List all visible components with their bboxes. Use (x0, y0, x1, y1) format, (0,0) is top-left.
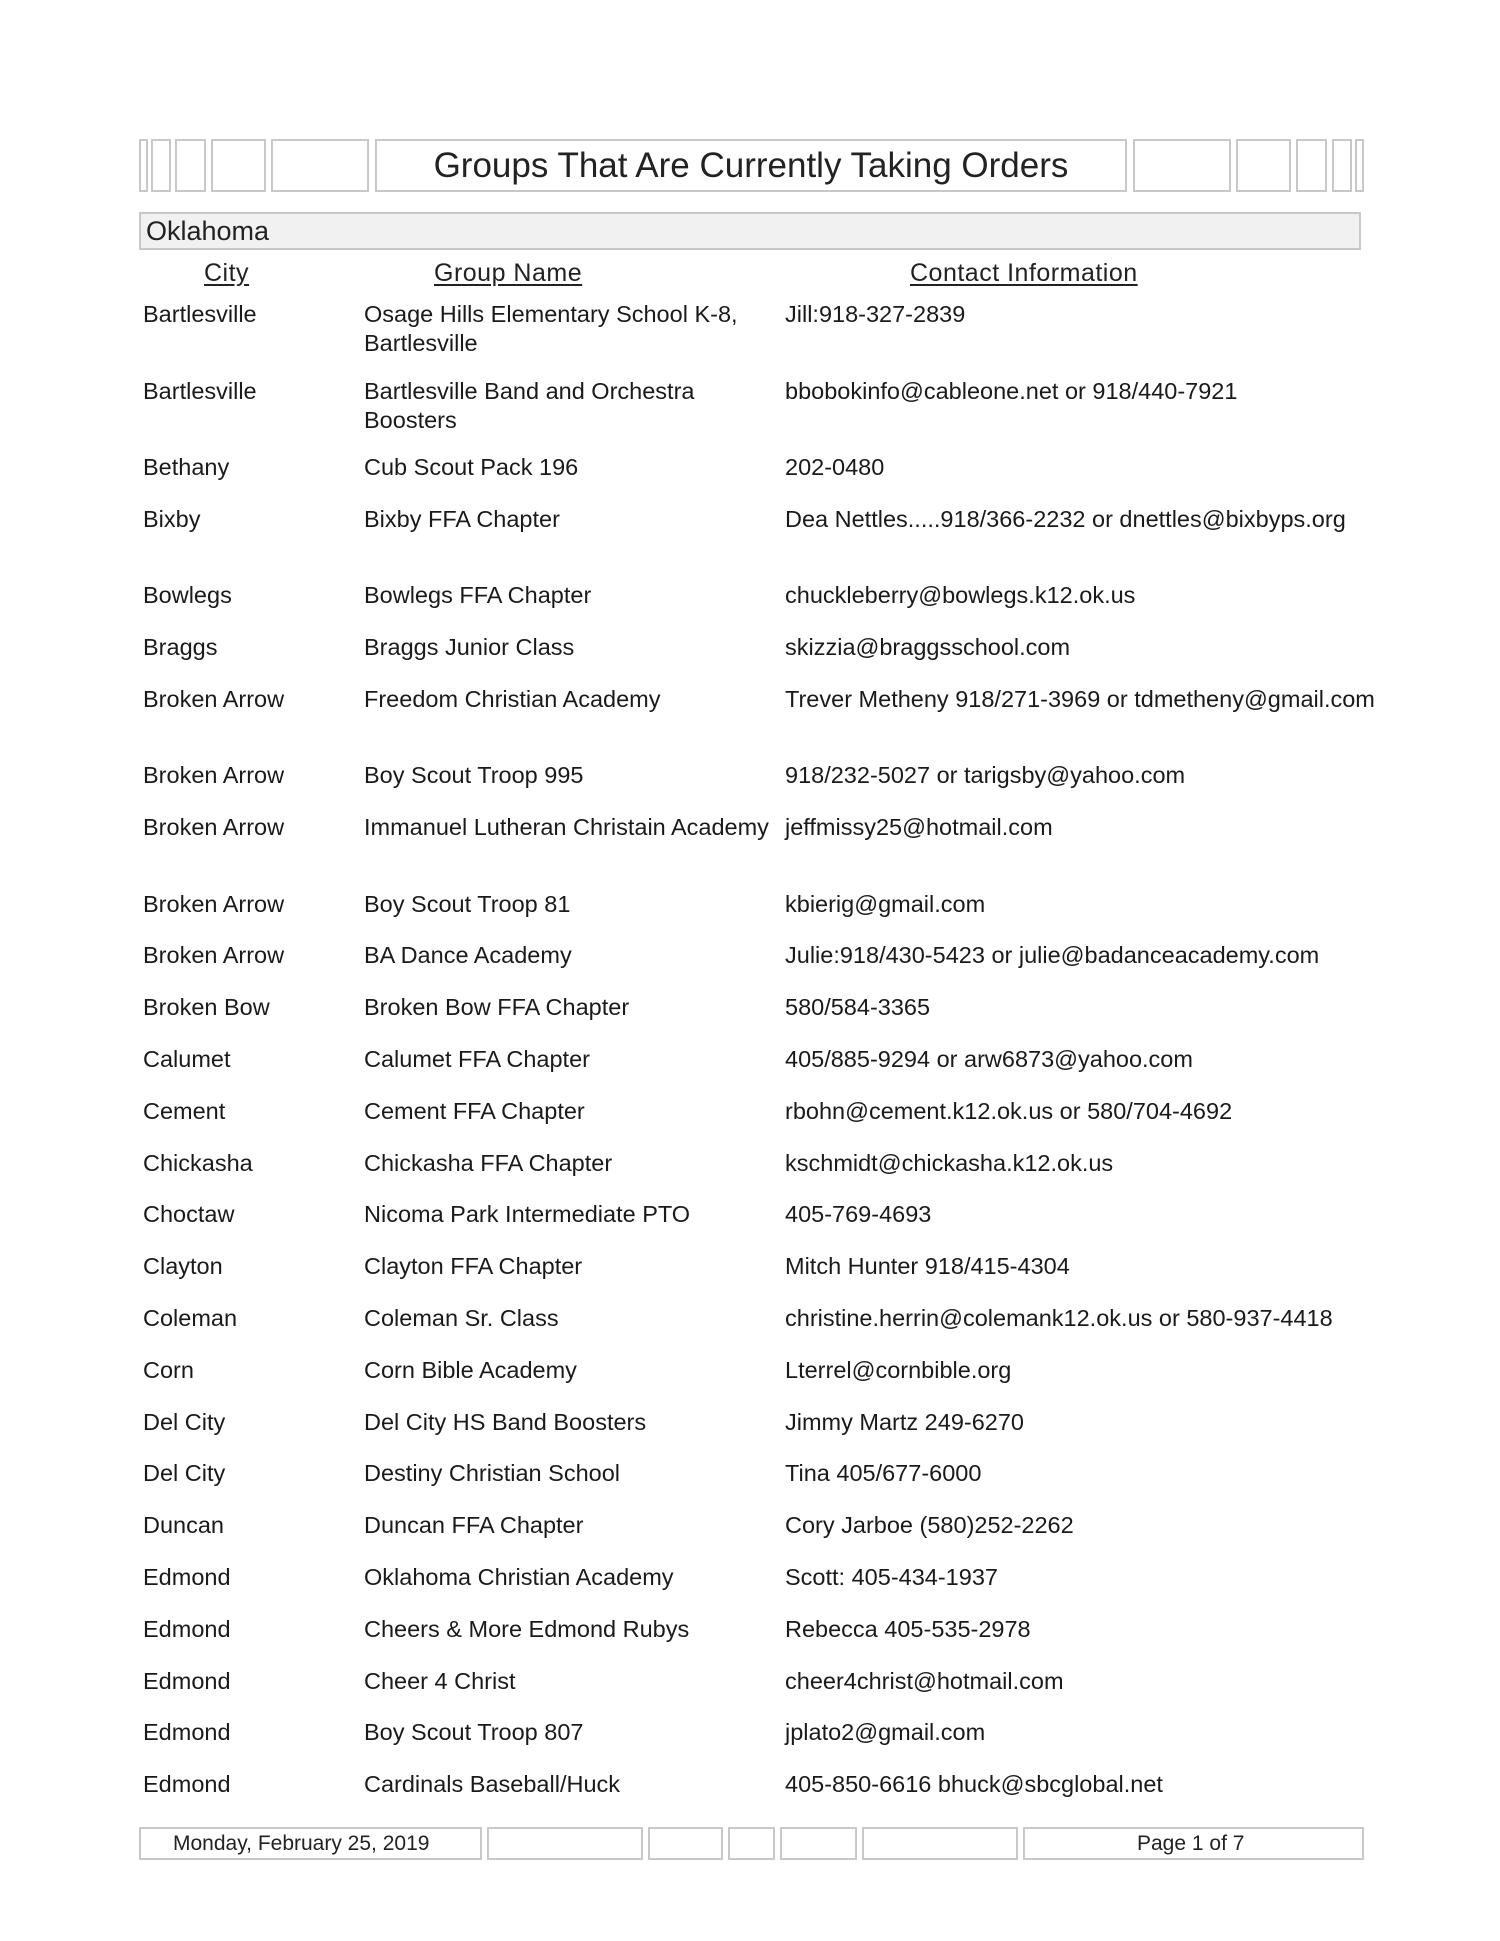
table-row (0, 377, 1500, 454)
row-city: Broken Arrow (143, 890, 285, 917)
row-contact: 405-769-4693 (785, 1201, 932, 1228)
table-row (0, 633, 1500, 685)
row-contact: rbohn@cement.k12.ok.us or 580/704-4692 (785, 1097, 1233, 1124)
page-title: Groups That Are Currently Taking Orders (375, 139, 1127, 192)
footer-date: Monday, February 25, 2019 (173, 1832, 430, 1855)
table-row (0, 1408, 1500, 1460)
table-row (0, 1252, 1500, 1304)
row-city: Broken Arrow (143, 762, 285, 789)
row-group-name: Chickasha FFA Chapter (364, 1149, 613, 1176)
row-city: Calumet (143, 1046, 231, 1073)
row-city: Edmond (143, 1719, 231, 1746)
header-deco-box (151, 139, 171, 192)
row-city: Broken Arrow (143, 942, 285, 969)
row-city: Edmond (143, 1615, 231, 1642)
table-row (0, 890, 1500, 942)
row-group-name: Cub Scout Pack 196 (364, 454, 579, 480)
row-group-name: Bixby FFA Chapter (364, 505, 560, 532)
row-group-name: Immanuel Lutheran Christain Academy (364, 814, 769, 841)
row-contact: kschmidt@chickasha.k12.ok.us (785, 1149, 1114, 1176)
footer-page-number: Page 1 of 7 (1137, 1832, 1245, 1855)
row-contact: skizzia@braggsschool.com (785, 634, 1071, 661)
table-row (0, 1200, 1500, 1252)
row-group-name: Corn Bible Academy (364, 1356, 577, 1383)
row-contact: jeffmissy25@hotmail.com (785, 814, 1053, 841)
row-group-name: Oklahoma Christian Academy (364, 1564, 674, 1591)
row-contact: Dea Nettles.....918/366-2232 or dnettles@bixbyps.org (785, 505, 1346, 532)
table-row (0, 1045, 1500, 1097)
row-city: Chickasha (143, 1149, 253, 1176)
row-city: Bartlesville (143, 301, 257, 327)
table-row (0, 1667, 1500, 1719)
row-city: Broken Bow (143, 994, 270, 1021)
header-deco-box (139, 139, 148, 192)
row-group-name: Cheer 4 Christ (364, 1667, 516, 1694)
table-row (0, 941, 1500, 993)
row-group-name: Boy Scout Troop 81 (364, 890, 571, 917)
row-city: Coleman (143, 1305, 238, 1332)
header-deco-box (211, 139, 266, 192)
table-row (0, 1615, 1500, 1667)
table-row (0, 1770, 1500, 1822)
row-contact: Julie:918/430-5423 or julie@badanceacademy.com (785, 942, 1320, 969)
header-deco-box (1332, 139, 1352, 192)
table-row (0, 300, 1500, 377)
row-contact: Lterrel@cornbible.org (785, 1356, 1012, 1383)
table-row (0, 1149, 1500, 1201)
row-group-name: Duncan FFA Chapter (364, 1512, 584, 1539)
row-contact: Cory Jarboe (580)252-2262 (785, 1512, 1074, 1539)
table-row (0, 581, 1500, 633)
row-group-name: Bartlesville Band and Orchestra Boosters (364, 377, 695, 433)
table-row (0, 1459, 1500, 1511)
row-city: Del City (143, 1408, 226, 1435)
row-group-name: Clayton FFA Chapter (364, 1253, 583, 1280)
table-row (0, 761, 1500, 813)
row-contact: kbierig@gmail.com (785, 890, 986, 917)
column-header-city: City (204, 259, 250, 287)
row-contact: Tina 405/677-6000 (785, 1460, 982, 1487)
row-group-name: Cardinals Baseball/Huck (364, 1771, 621, 1798)
row-group-name: Nicoma Park Intermediate PTO (364, 1201, 691, 1228)
table-row (0, 1718, 1500, 1770)
header-deco-box (175, 139, 206, 192)
row-contact: Jill:918-327-2839 (785, 301, 966, 327)
table-row (0, 1511, 1500, 1563)
row-city: Bowlegs (143, 582, 232, 609)
row-group-name: Destiny Christian School (364, 1460, 620, 1487)
group-list (0, 300, 1500, 1822)
row-group-name: Braggs Junior Class (364, 634, 575, 661)
row-group-name: Osage Hills Elementary School K-8, Bartlesville (364, 301, 738, 356)
row-city: Broken Arrow (143, 814, 285, 841)
header-deco-box (1296, 139, 1327, 192)
row-city: Broken Arrow (143, 685, 285, 712)
table-row (0, 1097, 1500, 1149)
header-deco-box (1133, 139, 1231, 192)
row-contact: Rebecca 405-535-2978 (785, 1615, 1031, 1642)
column-header-contact: Contact Information (910, 259, 1138, 287)
row-city: Edmond (143, 1564, 231, 1591)
row-city: Cement (143, 1097, 226, 1124)
row-city: Braggs (143, 634, 218, 661)
row-contact: 405/885-9294 or arw6873@yahoo.com (785, 1046, 1193, 1073)
row-group-name: Coleman Sr. Class (364, 1305, 559, 1332)
header-deco-box (1236, 139, 1291, 192)
state-heading: Oklahoma (139, 212, 1361, 250)
row-city: Edmond (143, 1771, 231, 1798)
row-group-name: BA Dance Academy (364, 942, 572, 969)
row-group-name: Broken Bow FFA Chapter (364, 994, 630, 1021)
row-city: Bethany (143, 454, 230, 480)
row-city: Duncan (143, 1512, 224, 1539)
table-row (0, 1304, 1500, 1356)
row-group-name: Boy Scout Troop 995 (364, 762, 584, 789)
row-city: Edmond (143, 1667, 231, 1694)
row-city: Bixby (143, 505, 201, 532)
row-contact: christine.herrin@colemank12.ok.us or 580-937-4418 (785, 1305, 1333, 1332)
row-group-name: Boy Scout Troop 807 (364, 1719, 584, 1746)
table-row (0, 685, 1500, 762)
row-contact: Mitch Hunter 918/415-4304 (785, 1253, 1070, 1280)
row-group-name: Del City HS Band Boosters (364, 1408, 647, 1435)
footer-deco-box (862, 1827, 1018, 1860)
row-contact: chuckleberry@bowlegs.k12.ok.us (785, 582, 1136, 609)
footer-deco-box (780, 1827, 857, 1860)
table-row (0, 453, 1500, 505)
table-row (0, 1563, 1500, 1615)
row-group-name: Calumet FFA Chapter (364, 1046, 590, 1073)
column-header-group-name: Group Name (434, 259, 583, 287)
row-city: Corn (143, 1356, 194, 1383)
row-contact: 580/584-3365 (785, 994, 931, 1021)
row-city: Del City (143, 1460, 226, 1487)
header-deco-box (1355, 139, 1364, 192)
header-deco-box (271, 139, 369, 192)
row-city: Clayton (143, 1253, 223, 1280)
table-row (0, 1356, 1500, 1408)
row-contact: Jimmy Martz 249-6270 (785, 1408, 1024, 1435)
row-contact: 202-0480 (785, 454, 885, 480)
row-group-name: Bowlegs FFA Chapter (364, 582, 592, 609)
table-row (0, 993, 1500, 1045)
row-group-name: Cement FFA Chapter (364, 1097, 585, 1124)
footer-deco-box (728, 1827, 775, 1860)
footer-deco-box (487, 1827, 643, 1860)
row-city: Choctaw (143, 1201, 235, 1228)
row-contact: Scott: 405-434-1937 (785, 1564, 998, 1591)
row-contact: cheer4christ@hotmail.com (785, 1667, 1064, 1694)
row-contact: Trever Metheny 918/271-3969 or tdmetheny@gmail.com (785, 685, 1375, 712)
row-group-name: Freedom Christian Academy (364, 685, 661, 712)
row-contact: bbobokinfo@cableone.net or 918/440-7921 (785, 377, 1238, 404)
row-contact: 405-850-6616 bhuck@sbcglobal.net (785, 1771, 1163, 1798)
footer-deco-box (648, 1827, 723, 1860)
row-city: Bartlesville (143, 377, 257, 404)
row-contact: 918/232-5027 or tarigsby@yahoo.com (785, 762, 1186, 789)
table-row (0, 813, 1500, 890)
table-row (0, 505, 1500, 582)
row-group-name: Cheers & More Edmond Rubys (364, 1615, 690, 1642)
row-contact: jplato2@gmail.com (785, 1719, 986, 1746)
